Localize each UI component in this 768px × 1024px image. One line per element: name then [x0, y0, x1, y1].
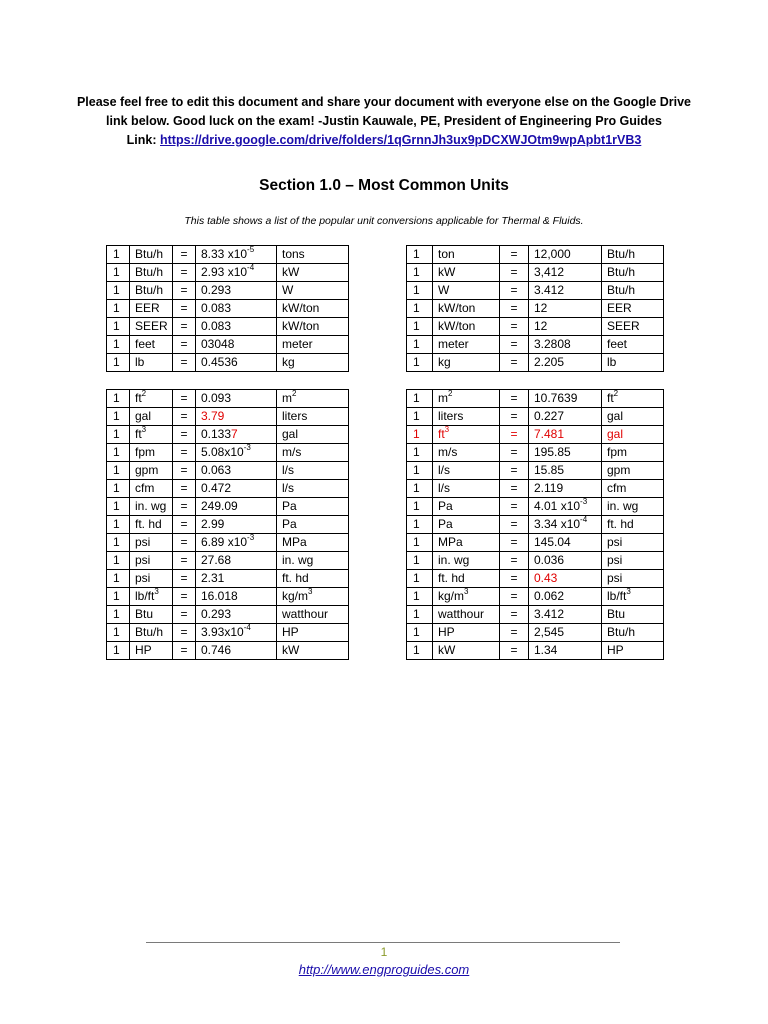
cell-eq: = — [173, 624, 196, 642]
cell-to: Pa — [277, 498, 349, 516]
cell-eq: = — [500, 354, 529, 372]
table-row — [407, 336, 664, 354]
cell-val: 12,000 — [529, 246, 602, 264]
cell-from: kW — [433, 642, 500, 660]
cell-eq: = — [173, 606, 196, 624]
table-row — [107, 354, 349, 372]
table-row — [407, 462, 664, 480]
table-row — [407, 588, 664, 606]
cell-from: HP — [433, 624, 500, 642]
cell-from: $ft^2$ — [130, 390, 173, 408]
table-row — [407, 498, 664, 516]
cell-val: 2.119 — [529, 480, 602, 498]
cell-from: ft. hd — [433, 570, 500, 588]
cell-from: $ft^3$ — [433, 426, 500, 444]
cell-eq: = — [500, 624, 529, 642]
table-row — [407, 426, 664, 444]
cell-from: Btu/h — [130, 264, 173, 282]
cell-val: 2.31 — [196, 570, 277, 588]
cell-val: 0.093 — [196, 390, 277, 408]
table-row — [407, 534, 664, 552]
section-title: Section 1.0 – Most Common Units — [259, 177, 509, 194]
cell-q: 1 — [107, 462, 130, 480]
cell-val: 0.293 — [196, 606, 277, 624]
cell-q: 1 — [407, 462, 433, 480]
table-row — [107, 390, 349, 408]
table-row — [107, 534, 349, 552]
cell-to: psi — [602, 534, 664, 552]
cell-to: feet — [602, 336, 664, 354]
cell-q: 1 — [407, 408, 433, 426]
cell-to: l/s — [277, 480, 349, 498]
cell-eq: = — [173, 498, 196, 516]
cell-q: 1 — [107, 390, 130, 408]
cell-eq: = — [173, 462, 196, 480]
table-row — [407, 282, 664, 300]
cell-val: $5.08x10^{-3}$ — [196, 444, 277, 462]
cell-from: Pa — [433, 498, 500, 516]
cell-q: 1 — [407, 318, 433, 336]
cell-val: 3.34 $x10^{-4}$ — [529, 516, 602, 534]
cell-to: kW — [277, 264, 349, 282]
table-row — [107, 516, 349, 534]
cell-val: 0.293 — [196, 282, 277, 300]
table-row — [407, 444, 664, 462]
cell-from: feet — [130, 336, 173, 354]
table-row — [107, 570, 349, 588]
cell-to: gpm — [602, 462, 664, 480]
cell-val: 0.472 — [196, 480, 277, 498]
cell-to: HP — [602, 642, 664, 660]
table-bottom-right — [406, 389, 664, 660]
cell-q: 1 — [107, 552, 130, 570]
cell-eq: = — [500, 570, 529, 588]
cell-from: watthour — [433, 606, 500, 624]
table-row — [407, 570, 664, 588]
cell-val: 0.227 — [529, 408, 602, 426]
cell-val: 0.083 — [196, 300, 277, 318]
cell-q: 1 — [407, 282, 433, 300]
cell-q: 1 — [107, 480, 130, 498]
cell-val: 145.04 — [529, 534, 602, 552]
cell-q: 1 — [407, 498, 433, 516]
cell-eq: = — [500, 246, 529, 264]
table-row — [407, 552, 664, 570]
cell-to: psi — [602, 552, 664, 570]
table-row — [107, 426, 349, 444]
table-row — [107, 444, 349, 462]
page-number: 1 — [380, 945, 388, 959]
cell-eq: = — [500, 498, 529, 516]
cell-to: meter — [277, 336, 349, 354]
cell-from: SEER — [130, 318, 173, 336]
cell-val: 3.79 — [196, 408, 277, 426]
table-row — [407, 246, 664, 264]
cell-val: $3.93x10^{-4}$ — [196, 624, 277, 642]
cell-val: 8.33 $x10^{-5}$ — [196, 246, 277, 264]
cell-from: W — [433, 282, 500, 300]
cell-eq: = — [173, 318, 196, 336]
cell-eq: = — [173, 552, 196, 570]
cell-from: l/s — [433, 480, 500, 498]
cell-q: 1 — [107, 588, 130, 606]
cell-val: 0.4536 — [196, 354, 277, 372]
cell-q: 1 — [107, 264, 130, 282]
cell-q: 1 — [407, 336, 433, 354]
cell-from: fpm — [130, 444, 173, 462]
cell-val: 195.85 — [529, 444, 602, 462]
cell-val: 16.018 — [196, 588, 277, 606]
cell-q: 1 — [407, 480, 433, 498]
cell-q: 1 — [407, 264, 433, 282]
intro-line-2: link below. Good luck on the exam! -Justin Kauwale, PE, President of Engineering Pro Guides — [106, 114, 662, 128]
cell-to: watthour — [277, 606, 349, 624]
cell-from: kW/ton — [433, 318, 500, 336]
table-row — [107, 498, 349, 516]
cell-to: ft. hd — [277, 570, 349, 588]
cell-from: Btu — [130, 606, 173, 624]
cell-q: 1 — [407, 516, 433, 534]
cell-to: $ft^2$ — [602, 390, 664, 408]
cell-from: ft. hd — [130, 516, 173, 534]
cell-eq: = — [500, 282, 529, 300]
cell-to: gal — [602, 408, 664, 426]
cell-eq: = — [173, 426, 196, 444]
cell-from: HP — [130, 642, 173, 660]
cell-from: Pa — [433, 516, 500, 534]
table-row — [107, 282, 349, 300]
cell-val: 4.01 $x10^{-3}$ — [529, 498, 602, 516]
cell-from: m/s — [433, 444, 500, 462]
cell-q: 1 — [407, 390, 433, 408]
cell-to: Btu/h — [602, 624, 664, 642]
table-row — [107, 246, 349, 264]
section-description: This table shows a list of the popular unit conversions applicable for Thermal & Fluids. — [184, 215, 584, 227]
cell-eq: = — [173, 336, 196, 354]
cell-to: Btu/h — [602, 246, 664, 264]
cell-to: in. wg — [277, 552, 349, 570]
intro-line-1: Please feel free to edit this document and share your document with everyone else on the Google Drive — [76, 95, 692, 109]
table-row — [407, 480, 664, 498]
cell-val: 2,545 — [529, 624, 602, 642]
table-row — [407, 642, 664, 660]
table-bottom-left — [106, 389, 349, 660]
cell-from: gpm — [130, 462, 173, 480]
cell-q: 1 — [407, 624, 433, 642]
cell-from: kg — [433, 354, 500, 372]
cell-from: Btu/h — [130, 282, 173, 300]
table-row — [407, 264, 664, 282]
cell-q: 1 — [107, 300, 130, 318]
cell-eq: = — [500, 426, 529, 444]
table-row — [407, 354, 664, 372]
cell-val: 7.481 — [529, 426, 602, 444]
cell-from: $m^2$ — [433, 390, 500, 408]
cell-eq: = — [500, 588, 529, 606]
cell-eq: = — [173, 390, 196, 408]
cell-q: 1 — [107, 624, 130, 642]
cell-eq: = — [173, 246, 196, 264]
cell-eq: = — [500, 318, 529, 336]
cell-val: 6.89 $x10^{-3}$ — [196, 534, 277, 552]
cell-q: 1 — [107, 246, 130, 264]
cell-to: tons — [277, 246, 349, 264]
cell-to: MPa — [277, 534, 349, 552]
cell-eq: = — [500, 606, 529, 624]
cell-eq: = — [500, 462, 529, 480]
cell-to: l/s — [277, 462, 349, 480]
cell-eq: = — [173, 516, 196, 534]
cell-from: liters — [433, 408, 500, 426]
cell-to: $m^2$ — [277, 390, 349, 408]
cell-to: gal — [602, 426, 664, 444]
cell-q: 1 — [407, 570, 433, 588]
cell-to: cfm — [602, 480, 664, 498]
cell-eq: = — [173, 282, 196, 300]
cell-q: 1 — [107, 534, 130, 552]
table-top-left — [106, 245, 349, 372]
cell-q: 1 — [107, 606, 130, 624]
cell-to: EER — [602, 300, 664, 318]
cell-to: liters — [277, 408, 349, 426]
cell-to: Btu/h — [602, 282, 664, 300]
cell-from: in. wg — [433, 552, 500, 570]
table-row — [107, 300, 349, 318]
cell-val: 1.34 — [529, 642, 602, 660]
cell-to: kW/ton — [277, 300, 349, 318]
cell-q: 1 — [407, 426, 433, 444]
table-row — [107, 624, 349, 642]
cell-val: 15.85 — [529, 462, 602, 480]
cell-q: 1 — [407, 606, 433, 624]
cell-val: 0.083 — [196, 318, 277, 336]
cell-q: 1 — [407, 444, 433, 462]
table-row — [107, 552, 349, 570]
cell-val: 3.2808 — [529, 336, 602, 354]
cell-q: 1 — [107, 354, 130, 372]
cell-q: 1 — [407, 300, 433, 318]
cell-from: psi — [130, 570, 173, 588]
cell-q: 1 — [407, 354, 433, 372]
intro-line-3 — [0, 131, 768, 150]
cell-eq: = — [500, 390, 529, 408]
cell-eq: = — [173, 264, 196, 282]
cell-eq: = — [173, 534, 196, 552]
cell-val: 0.063 — [196, 462, 277, 480]
cell-val: 12 — [529, 318, 602, 336]
link-label: Link: — [126, 133, 157, 147]
cell-from: meter — [433, 336, 500, 354]
cell-from: $ft^3$ — [130, 426, 173, 444]
cell-eq: = — [173, 570, 196, 588]
cell-eq: = — [500, 480, 529, 498]
cell-from: psi — [130, 552, 173, 570]
cell-to: kW — [277, 642, 349, 660]
cell-q: 1 — [407, 552, 433, 570]
cell-q: 1 — [107, 642, 130, 660]
table-row — [407, 624, 664, 642]
cell-val: 2.99 — [196, 516, 277, 534]
cell-eq: = — [500, 534, 529, 552]
cell-from: $lb/ft^3$ — [130, 588, 173, 606]
cell-to: $lb/ft^3$ — [602, 588, 664, 606]
cell-q: 1 — [107, 426, 130, 444]
cell-val: 03048 — [196, 336, 277, 354]
cell-q: 1 — [407, 246, 433, 264]
cell-val: 3,412 — [529, 264, 602, 282]
cell-eq: = — [500, 408, 529, 426]
cell-q: 1 — [107, 408, 130, 426]
table-row — [107, 264, 349, 282]
cell-val: 0.062 — [529, 588, 602, 606]
cell-from: $kg/m^3$ — [433, 588, 500, 606]
cell-eq: = — [173, 642, 196, 660]
cell-to: Pa — [277, 516, 349, 534]
footer-website-link[interactable]: http://www.engproguides.com — [298, 962, 470, 977]
cell-val: 3.412 — [529, 606, 602, 624]
table-row — [107, 408, 349, 426]
table-row — [107, 462, 349, 480]
cell-from: ton — [433, 246, 500, 264]
cell-eq: = — [500, 642, 529, 660]
cell-to: ft. hd — [602, 516, 664, 534]
cell-to: Btu/h — [602, 264, 664, 282]
table-top-right — [406, 245, 664, 372]
cell-to: kg — [277, 354, 349, 372]
cell-q: 1 — [407, 534, 433, 552]
cell-q: 1 — [107, 570, 130, 588]
cell-from: lb — [130, 354, 173, 372]
cell-val: 10.7639 — [529, 390, 602, 408]
cell-val: 0.036 — [529, 552, 602, 570]
cell-val: 2.93 $x10^{-4}$ — [196, 264, 277, 282]
cell-from: in. wg — [130, 498, 173, 516]
cell-q: 1 — [107, 336, 130, 354]
cell-val: 3.412 — [529, 282, 602, 300]
cell-to: SEER — [602, 318, 664, 336]
table-row — [107, 336, 349, 354]
cell-from: Btu/h — [130, 624, 173, 642]
cell-to: lb — [602, 354, 664, 372]
table-row — [407, 516, 664, 534]
cell-from: psi — [130, 534, 173, 552]
cell-to: fpm — [602, 444, 664, 462]
table-row — [407, 606, 664, 624]
cell-q: 1 — [107, 318, 130, 336]
cell-val: 27.68 — [196, 552, 277, 570]
cell-q: 1 — [107, 516, 130, 534]
cell-to: W — [277, 282, 349, 300]
table-row — [407, 390, 664, 408]
cell-from: EER — [130, 300, 173, 318]
cell-from: MPa — [433, 534, 500, 552]
table-row — [407, 300, 664, 318]
footer — [0, 962, 768, 977]
cell-q: 1 — [407, 588, 433, 606]
cell-to: gal — [277, 426, 349, 444]
cell-eq: = — [500, 300, 529, 318]
cell-val: 0.43 — [529, 570, 602, 588]
table-row — [107, 480, 349, 498]
cell-val: 12 — [529, 300, 602, 318]
cell-from: l/s — [433, 462, 500, 480]
cell-to: psi — [602, 570, 664, 588]
table-row — [107, 318, 349, 336]
cell-eq: = — [500, 516, 529, 534]
cell-to: m/s — [277, 444, 349, 462]
table-row — [407, 408, 664, 426]
cell-val: 249.09 — [196, 498, 277, 516]
cell-q: 1 — [107, 444, 130, 462]
table-row — [407, 318, 664, 336]
cell-from: Btu/h — [130, 246, 173, 264]
cell-val: 2.205 — [529, 354, 602, 372]
google-drive-link[interactable]: https://drive.google.com/drive/folders/1qGrnnJh3ux9pDCXWJOtm9wpApbt1rVB3 — [160, 133, 642, 147]
cell-from: cfm — [130, 480, 173, 498]
intro-paragraph — [0, 93, 768, 150]
cell-to: Btu — [602, 606, 664, 624]
cell-from: gal — [130, 408, 173, 426]
cell-eq: = — [500, 444, 529, 462]
cell-eq: = — [173, 444, 196, 462]
cell-from: kW — [433, 264, 500, 282]
cell-to: in. wg — [602, 498, 664, 516]
cell-q: 1 — [107, 282, 130, 300]
footer-divider — [146, 942, 620, 943]
cell-to: HP — [277, 624, 349, 642]
cell-eq: = — [173, 480, 196, 498]
cell-eq: = — [500, 336, 529, 354]
cell-eq: = — [500, 552, 529, 570]
table-row — [107, 606, 349, 624]
cell-val: 0.746 — [196, 642, 277, 660]
cell-eq: = — [173, 300, 196, 318]
table-row — [107, 588, 349, 606]
cell-q: 1 — [407, 642, 433, 660]
cell-val: 0.1337 — [196, 426, 277, 444]
cell-eq: = — [173, 408, 196, 426]
cell-from: kW/ton — [433, 300, 500, 318]
cell-to: kW/ton — [277, 318, 349, 336]
cell-to: $kg/m^3$ — [277, 588, 349, 606]
cell-eq: = — [173, 588, 196, 606]
cell-eq: = — [173, 354, 196, 372]
cell-q: 1 — [107, 498, 130, 516]
table-row — [107, 642, 349, 660]
cell-eq: = — [500, 264, 529, 282]
